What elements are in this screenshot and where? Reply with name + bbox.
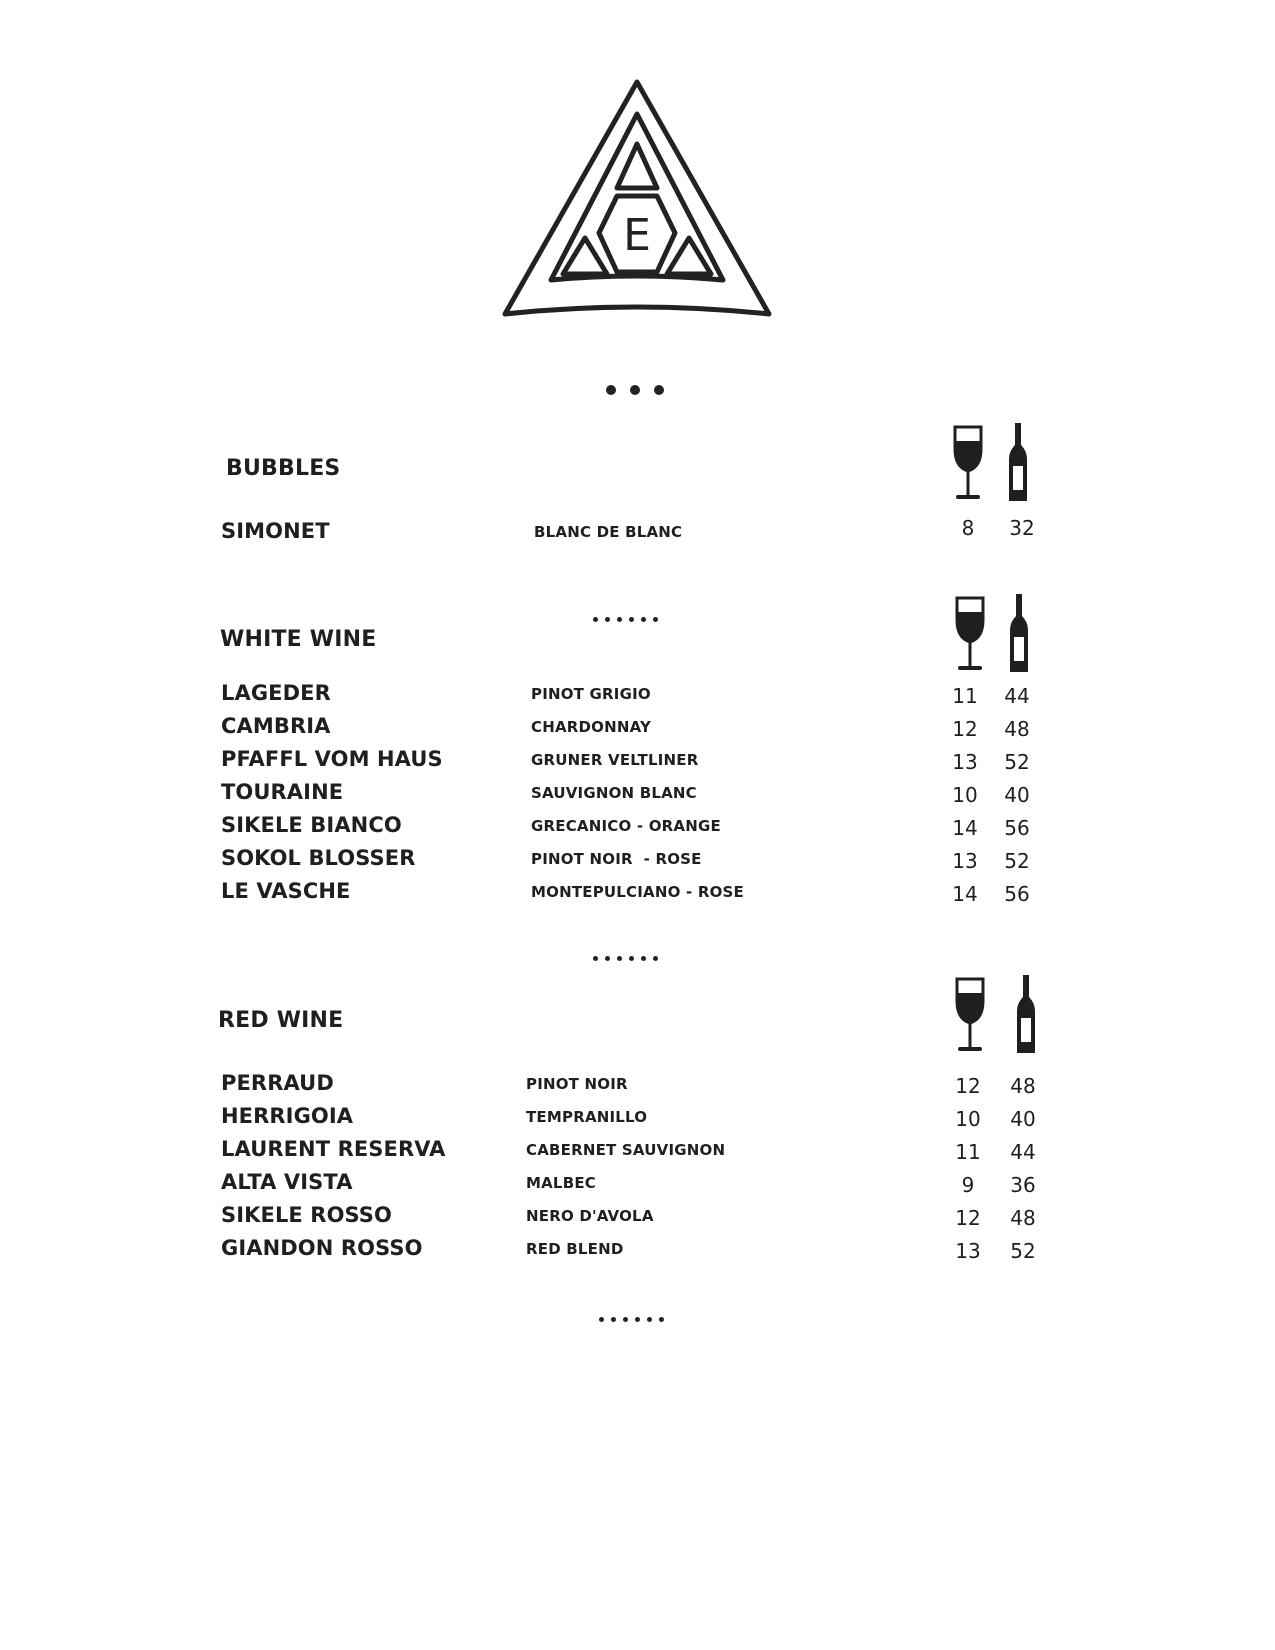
wine-producer: LAURENT RESERVA	[221, 1137, 446, 1161]
wine-producer: GIANDON ROSSO	[221, 1236, 423, 1260]
bottle-price: 32	[1009, 516, 1035, 540]
wine-grape: PINOT NOIR - ROSE	[531, 850, 702, 868]
wine-bottle-icon	[1016, 975, 1036, 1055]
wine-grape: NERO D'AVOLA	[526, 1207, 654, 1225]
wine-grape: GRUNER VELTLINER	[531, 751, 699, 769]
wine-producer: SOKOL BLOSSER	[221, 846, 416, 870]
divider-dots	[606, 385, 664, 395]
glass-price: 12	[952, 717, 978, 741]
glass-price: 13	[952, 750, 978, 774]
wine-bottle-icon	[1008, 423, 1028, 503]
section-title-bubbles: BUBBLES	[226, 456, 341, 481]
divider-dots	[593, 617, 658, 622]
bottle-price: 40	[1004, 783, 1030, 807]
glass-price: 14	[952, 882, 978, 906]
wine-producer: LAGEDER	[221, 681, 331, 705]
wine-grape: CABERNET SAUVIGNON	[526, 1141, 726, 1159]
glass-price: 13	[955, 1239, 981, 1263]
wine-grape: CHARDONNAY	[531, 718, 652, 736]
wine-grape: MONTEPULCIANO - ROSE	[531, 883, 744, 901]
section-title-white-wine: WHITE WINE	[220, 627, 377, 652]
wine-producer: SIMONET	[221, 519, 330, 543]
wine-producer: TOURAINE	[221, 780, 344, 804]
list-item	[0, 1104, 1275, 1134]
wine-producer: SIKELE BIANCO	[221, 813, 402, 837]
bottle-price: 48	[1010, 1074, 1036, 1098]
wine-glass-icon	[952, 425, 984, 501]
list-item	[0, 846, 1275, 876]
wine-producer: SIKELE ROSSO	[221, 1203, 392, 1227]
logo-triangle-icon	[495, 78, 780, 334]
bottle-price: 48	[1010, 1206, 1036, 1230]
bottle-price: 40	[1010, 1107, 1036, 1131]
divider-dots	[593, 956, 658, 961]
wine-grape: RED BLEND	[526, 1240, 624, 1258]
list-item	[0, 516, 1275, 549]
section-title-red-wine: RED WINE	[218, 1008, 344, 1033]
bottle-price: 56	[1004, 816, 1030, 840]
list-item	[0, 1170, 1275, 1200]
wine-producer: HERRIGOIA	[221, 1104, 354, 1128]
wine-producer: ALTA VISTA	[221, 1170, 353, 1194]
list-item	[0, 1236, 1275, 1266]
list-item	[0, 747, 1275, 777]
list-item	[0, 780, 1275, 810]
bottle-price: 44	[1004, 684, 1030, 708]
list-item	[0, 1071, 1275, 1101]
bottle-price: 52	[1004, 750, 1030, 774]
wine-grape: GRECANICO - ORANGE	[531, 817, 721, 835]
list-item	[0, 714, 1275, 744]
list-item	[0, 813, 1275, 843]
glass-price: 10	[955, 1107, 981, 1131]
glass-price: 12	[955, 1206, 981, 1230]
glass-price: 9	[961, 1173, 975, 1197]
wine-grape: TEMPRANILLO	[526, 1108, 648, 1126]
wine-grape: MALBEC	[526, 1174, 596, 1192]
glass-price: 8	[961, 516, 975, 540]
bottle-price: 48	[1004, 717, 1030, 741]
logo-letter: E	[623, 210, 651, 261]
wine-bottle-icon	[1009, 594, 1029, 674]
glass-price: 10	[952, 783, 978, 807]
wine-grape: SAUVIGNON BLANC	[531, 784, 697, 802]
bottle-price: 56	[1004, 882, 1030, 906]
wine-producer: PERRAUD	[221, 1071, 334, 1095]
glass-price: 11	[955, 1140, 981, 1164]
wine-glass-icon	[954, 596, 986, 672]
bottle-price: 36	[1010, 1173, 1036, 1197]
bottle-price: 52	[1004, 849, 1030, 873]
wine-grape: PINOT NOIR	[526, 1075, 628, 1093]
wine-producer: LE VASCHE	[221, 879, 351, 903]
wine-glass-icon	[954, 977, 986, 1053]
wine-producer: PFAFFL VOM HAUS	[221, 747, 443, 771]
glass-price: 14	[952, 816, 978, 840]
bottle-price: 52	[1010, 1239, 1036, 1263]
wine-grape: BLANC DE BLANC	[534, 523, 683, 541]
glass-price: 12	[955, 1074, 981, 1098]
bottle-price: 44	[1010, 1140, 1036, 1164]
wine-grape: PINOT GRIGIO	[531, 685, 651, 703]
wine-producer: CAMBRIA	[221, 714, 331, 738]
list-item	[0, 681, 1275, 711]
list-item	[0, 879, 1275, 909]
glass-price: 11	[952, 684, 978, 708]
divider-dots	[599, 1317, 664, 1322]
glass-price: 13	[952, 849, 978, 873]
list-item	[0, 1203, 1275, 1233]
list-item	[0, 1137, 1275, 1167]
